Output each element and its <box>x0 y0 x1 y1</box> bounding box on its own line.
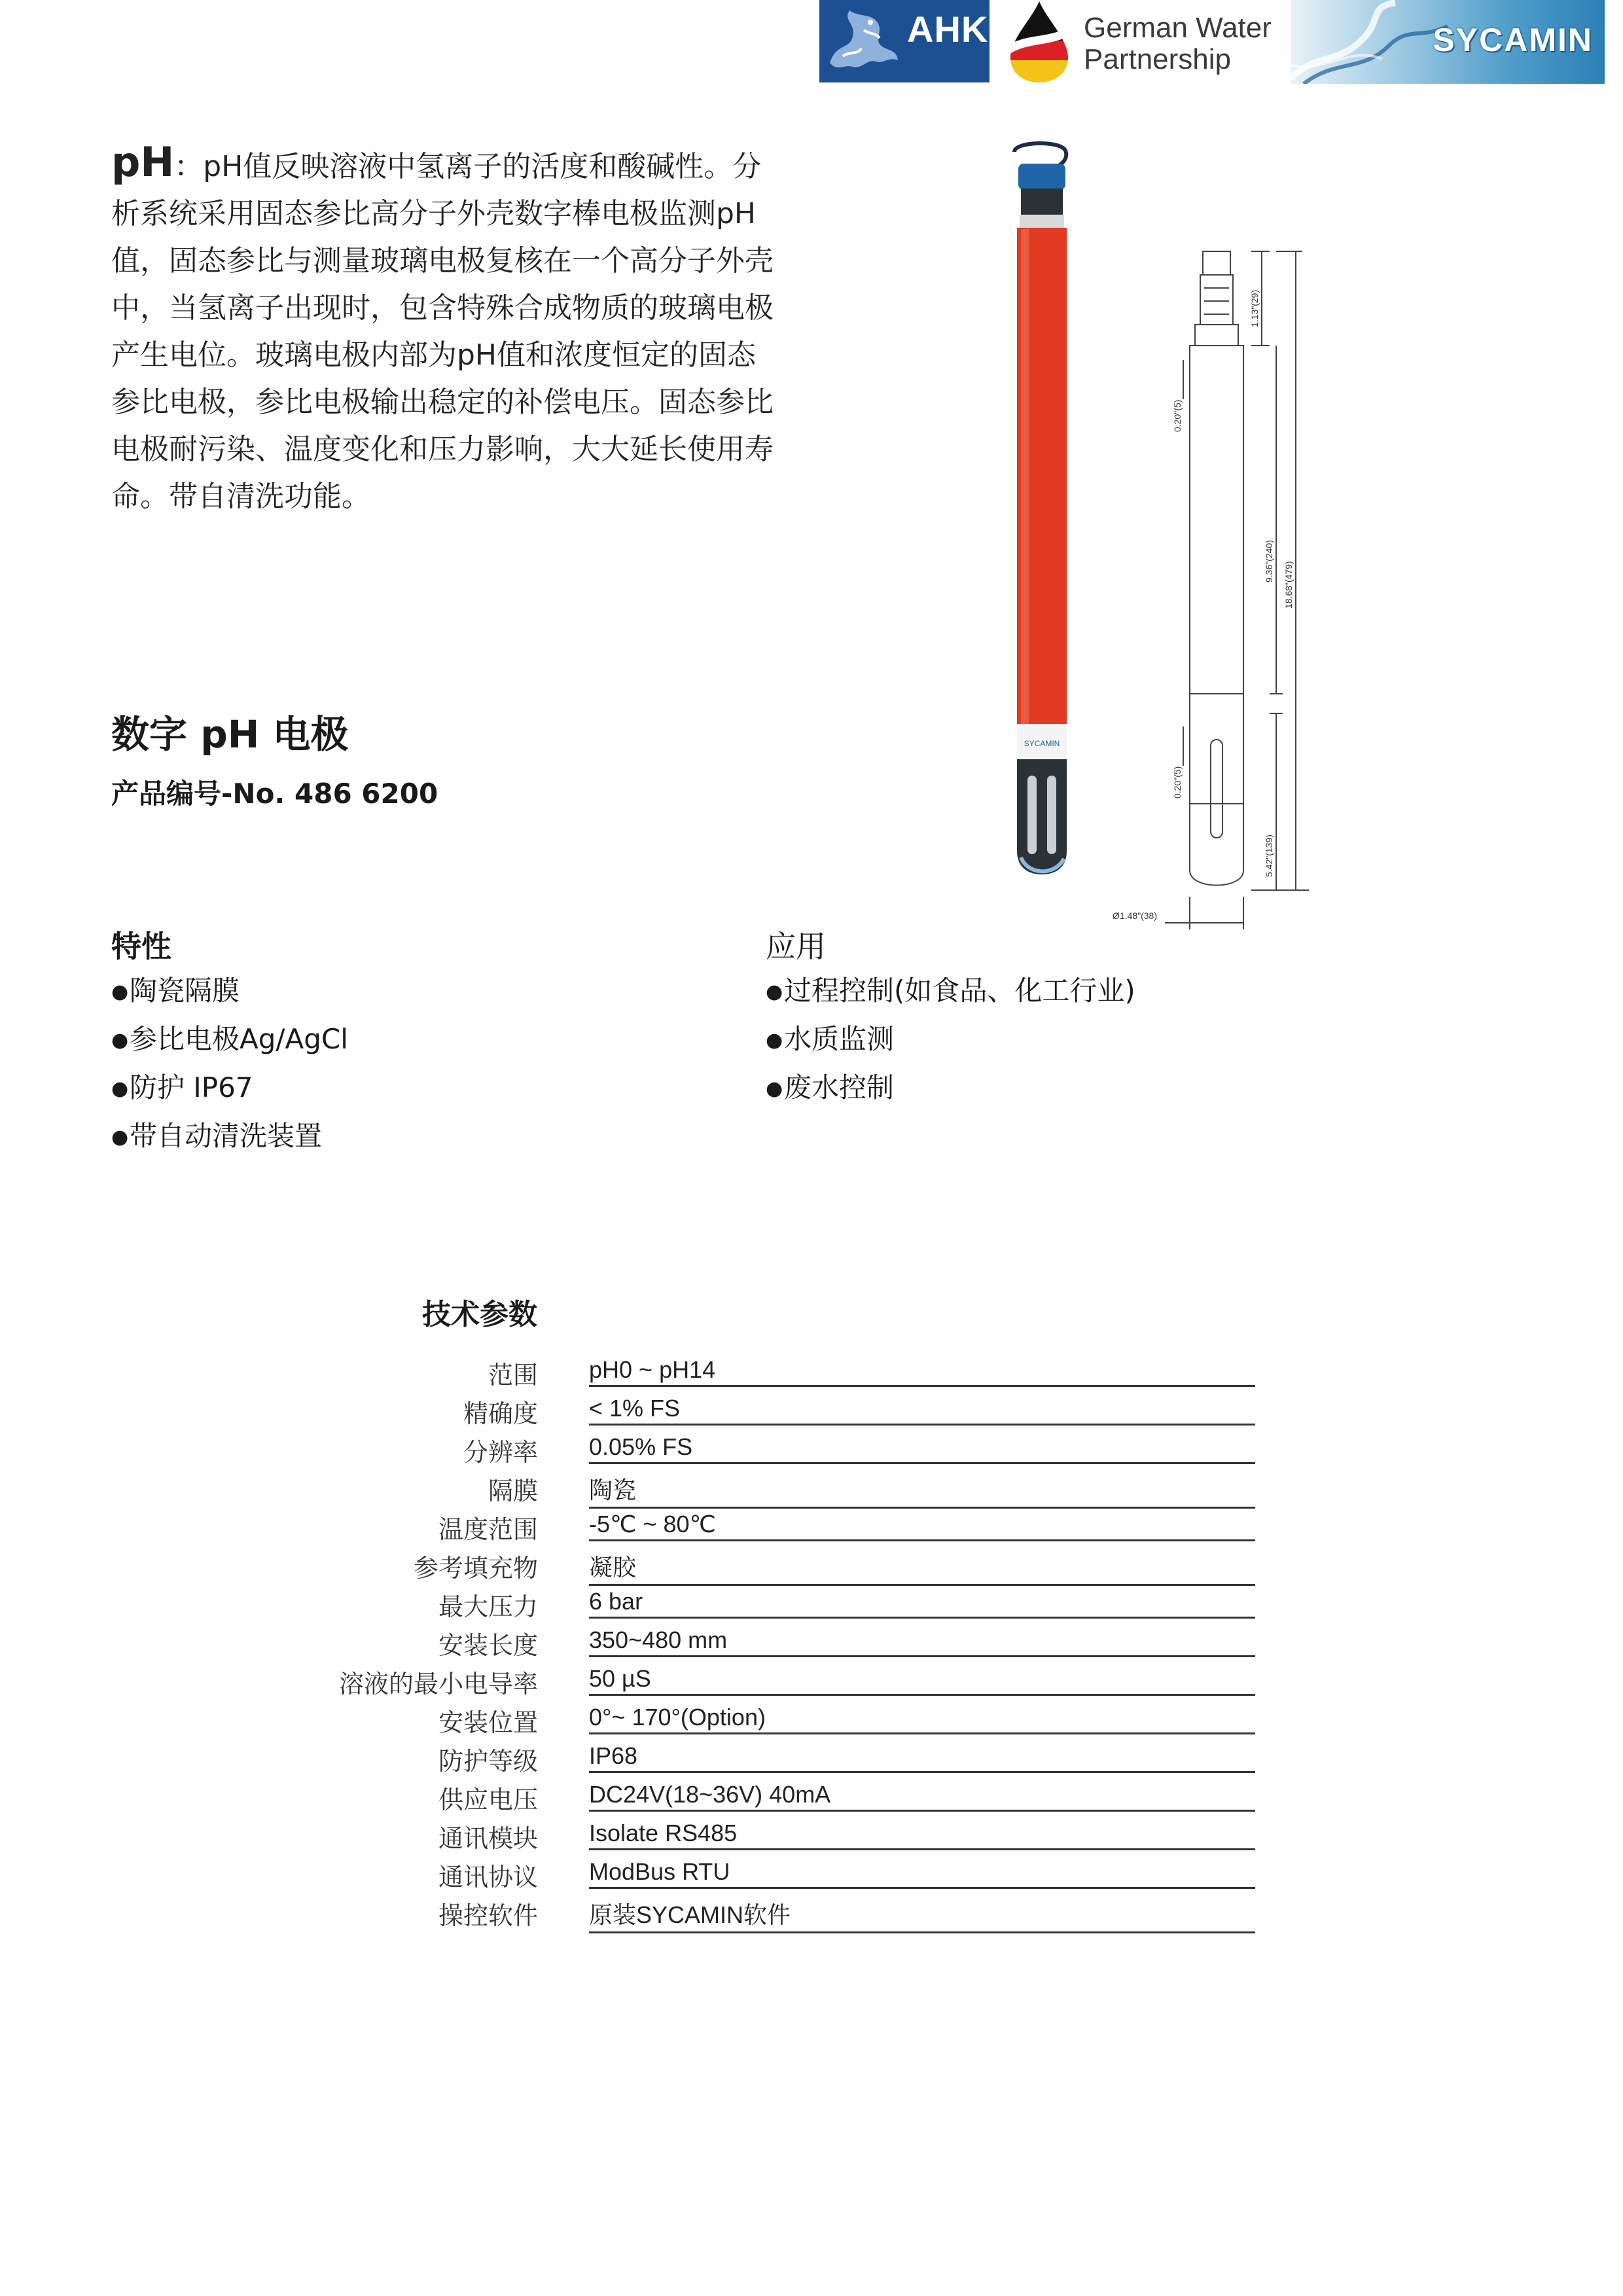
product-title: 数字 pH 电极 <box>111 712 349 757</box>
tip-slot-left <box>1027 776 1037 854</box>
gwp-line2: Partnership <box>1084 43 1232 75</box>
spec-value: 350~480 mm <box>589 1626 1255 1657</box>
spec-value: < 1% FS <box>589 1395 1255 1426</box>
blue-cap <box>1018 164 1065 190</box>
bullet-icon: ● <box>111 1126 129 1149</box>
drawing-tip <box>1190 804 1243 886</box>
applications-title: 应用 <box>766 929 826 964</box>
spec-value: 50 µS <box>589 1665 1255 1696</box>
technical-drawing <box>1113 242 1329 929</box>
spec-row-diaphragm <box>275 1465 1257 1504</box>
spec-value: 原装SYCAMIN软件 <box>589 1897 1255 1933</box>
spec-row-voltage <box>275 1774 1257 1813</box>
list-item: ●过程控制(如食品、化工行业) <box>766 967 1135 1016</box>
bullet-icon: ● <box>111 980 129 1003</box>
bullet-icon: ● <box>766 980 783 1003</box>
dim-tip: 5.42"(139) <box>1264 834 1274 877</box>
list-item: ●带自动清洗装置 <box>111 1113 348 1161</box>
list-item: ●陶瓷隔膜 <box>111 967 348 1016</box>
tip-slot-right <box>1047 776 1056 854</box>
label-band-top <box>1020 215 1064 229</box>
dim-body: 9.36"(240) <box>1264 540 1274 583</box>
list-item: ●参比电极Ag/AgCl <box>111 1016 348 1064</box>
spec-label: 安装位置 <box>438 1708 538 1737</box>
dim-upper-gap: 0.20"(5) <box>1172 399 1183 432</box>
list-item: ●废水控制 <box>766 1064 1135 1113</box>
spec-label: 操控软件 <box>438 1901 538 1930</box>
drawing-slot <box>1211 740 1222 838</box>
spec-value: DC24V(18~36V) 40mA <box>589 1781 1255 1812</box>
spec-label: 供应电压 <box>438 1785 538 1814</box>
sycamin-logo <box>1291 0 1605 84</box>
water-drop-flag-icon <box>1008 0 1071 84</box>
spec-row-protocol <box>275 1852 1257 1890</box>
ahk-logo <box>819 0 990 82</box>
spec-value: 6 bar <box>589 1588 1255 1619</box>
bullet-icon: ● <box>766 1077 783 1100</box>
spec-label: 温度范围 <box>438 1515 538 1544</box>
intro-lead: pH <box>111 138 175 186</box>
applications-list <box>766 967 1135 1113</box>
dim-total: 18.68"(479) <box>1283 561 1294 609</box>
spec-value: ModBus RTU <box>589 1858 1255 1889</box>
product-number: 产品编号-No. 486 6200 <box>111 778 438 810</box>
dim-connector: 1.13"(29) <box>1249 289 1260 327</box>
bullet-icon: ● <box>766 1029 783 1052</box>
dim-diameter: Ø1.48"(38) <box>1113 910 1158 921</box>
spec-row-protection <box>275 1736 1257 1774</box>
spec-value: 0.05% FS <box>589 1433 1255 1464</box>
drawing-connector-top <box>1203 251 1230 275</box>
spec-value: 0°~ 170°(Option) <box>589 1704 1255 1734</box>
bullet-icon: ● <box>111 1029 129 1052</box>
ahk-text: AHK <box>907 9 989 50</box>
spec-label: 参考填充物 <box>413 1554 538 1583</box>
black-collar <box>1021 188 1063 216</box>
spec-label: 防护等级 <box>438 1747 538 1776</box>
probe-tip <box>1017 759 1067 874</box>
features-title: 特性 <box>111 929 171 964</box>
spec-label: 溶液的最小电导率 <box>338 1670 538 1698</box>
drawing-connector <box>1200 275 1233 325</box>
dim-lower-gap: 0.20"(5) <box>1172 766 1183 798</box>
spec-row-comm-module <box>275 1813 1257 1852</box>
spec-row-range <box>275 1350 1257 1388</box>
spec-row-resolution <box>275 1427 1257 1465</box>
spec-row-length <box>275 1620 1257 1659</box>
product-photo <box>982 137 1099 877</box>
spec-label: 分辨率 <box>463 1438 538 1467</box>
spec-value: Isolate RS485 <box>589 1820 1255 1850</box>
spec-label: 最大压力 <box>438 1592 538 1621</box>
spec-row-accuracy <box>275 1388 1257 1427</box>
spec-label: 隔膜 <box>488 1477 538 1505</box>
spec-label: 通讯协议 <box>438 1863 538 1892</box>
gwp-line1: German Water <box>1084 12 1272 44</box>
spec-value: -5℃ ~ 80℃ <box>589 1511 1255 1541</box>
photo-label: SYCAMIN <box>1024 739 1060 748</box>
spec-row-filling <box>275 1543 1257 1581</box>
intro-paragraph <box>111 139 779 520</box>
spec-label: 精确度 <box>463 1399 538 1428</box>
list-item: ●防护 IP67 <box>111 1064 348 1113</box>
german-water-partnership-logo <box>1008 0 1283 85</box>
dragon-icon <box>823 4 902 79</box>
drawing-nut <box>1195 325 1238 346</box>
spec-row-position <box>275 1697 1257 1736</box>
sycamin-text: SYCAMIN <box>1433 22 1593 58</box>
spec-label: 通讯模块 <box>438 1824 538 1853</box>
spec-row-temperature <box>275 1504 1257 1543</box>
features-list <box>111 967 348 1161</box>
spec-value: pH0 ~ pH14 <box>589 1356 1255 1387</box>
spec-table <box>275 1350 1257 1929</box>
spec-value: 凝胶 <box>589 1549 1255 1586</box>
spec-row-conductivity <box>275 1659 1257 1697</box>
spec-label: 安装长度 <box>438 1631 538 1660</box>
list-item: ●水质监测 <box>766 1016 1135 1064</box>
drawing-body <box>1190 346 1243 804</box>
intro-text: ：pH值反映溶液中氢离子的活度和酸碱性。分析系统采用固态参比高分子外壳数字棒电极监测pH值，固态参比与测量玻璃电极复核在一个高分子外壳中，当氢离子出现时，包含特殊合成物质的玻璃电极产生电位。玻璃电极内部为pH值和浓度恒定的固态参比电极，参比电极输出稳定的补偿电压。固态参比电极耐污染、温度变化和压力影响，大大延长使用寿命。带自清洗功能。 <box>111 150 774 513</box>
spec-value: 陶瓷 <box>589 1472 1255 1509</box>
spec-row-pressure <box>275 1581 1257 1620</box>
spec-value: IP68 <box>589 1742 1255 1773</box>
spec-row-software <box>275 1890 1257 1929</box>
spec-label: 范围 <box>488 1361 538 1390</box>
bullet-icon: ● <box>111 1077 129 1100</box>
spec-title: 技术参数 <box>422 1298 537 1331</box>
